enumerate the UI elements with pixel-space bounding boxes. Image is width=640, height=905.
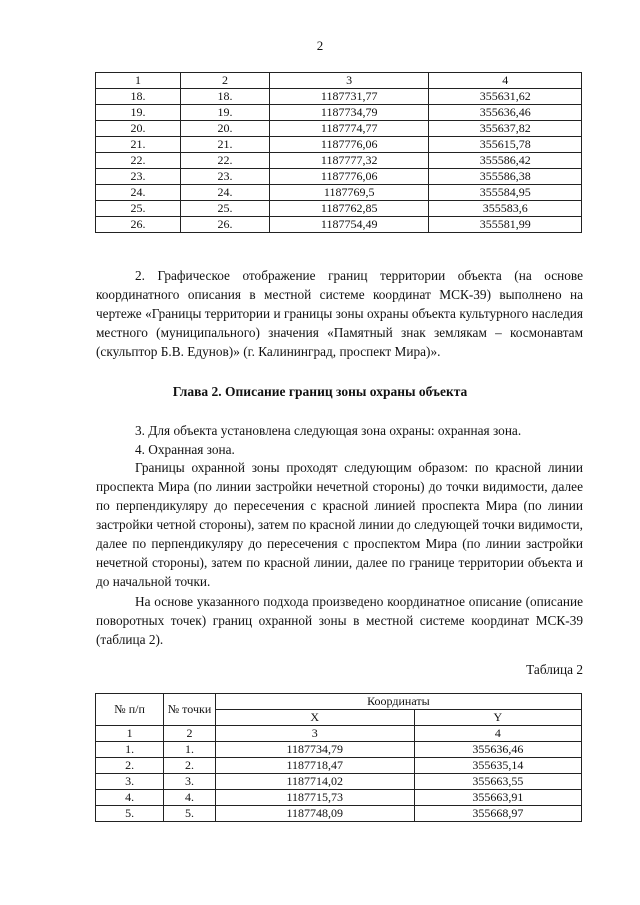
header-coordinates: Координаты — [215, 694, 581, 710]
table-cell: 1187776,06 — [269, 169, 429, 185]
coordinates-table-2 — [95, 693, 582, 822]
table-cell: 1187754,49 — [269, 217, 429, 233]
table-cell: 1187718,47 — [215, 758, 414, 774]
table-cell: 355631,62 — [429, 89, 582, 105]
table2-caption: Таблица 2 — [526, 662, 583, 677]
header-cell: 2 — [180, 73, 269, 89]
table-cell: 26. — [96, 217, 181, 233]
table-row — [96, 89, 582, 105]
table-cell: 355635,14 — [414, 758, 581, 774]
table-row — [96, 742, 582, 758]
table-cell: 22. — [180, 153, 269, 169]
table-cell: 23. — [96, 169, 181, 185]
index-cell: 1 — [96, 726, 164, 742]
table-cell: 1187748,09 — [215, 806, 414, 822]
table-cell: 355581,99 — [429, 217, 582, 233]
table-cell: 1187715,73 — [215, 790, 414, 806]
page-number: 2 — [316, 38, 324, 53]
table-row — [96, 217, 582, 233]
table-row — [96, 137, 582, 153]
header-point: № точки — [164, 694, 216, 726]
table-cell: 19. — [96, 105, 181, 121]
table-cell: 4. — [96, 790, 164, 806]
table-cell: 355637,82 — [429, 121, 582, 137]
paragraph-zone-established: 3. Для объекта установлена следующая зона охраны: охранная зона. — [135, 423, 522, 438]
table-row — [96, 185, 582, 201]
table-row — [96, 153, 582, 169]
paragraph-protection-zone: 4. Охранная зона. — [135, 442, 235, 457]
table-cell: 1187734,79 — [269, 105, 429, 121]
header-y: Y — [414, 710, 581, 726]
table-cell: 2. — [164, 758, 216, 774]
table-cell: 1. — [164, 742, 216, 758]
table-cell: 355636,46 — [414, 742, 581, 758]
table-cell: 21. — [180, 137, 269, 153]
table-cell: 355663,91 — [414, 790, 581, 806]
table-row — [96, 121, 582, 137]
table-cell: 1187774,77 — [269, 121, 429, 137]
paragraph-zone-boundaries: Границы охранной зоны проходят следующим образом: по красной линии проспекта Мира (по линии застройки нечетной стороны) до точки видимости, далее по перпендикуляру до пересечения с красной линией проспекта Мира (по линии застройки четной стороны), затем по красной линии до следующей точки видимости, далее по перпендикуляру до пересечения с проспектом Мира (по линии застройки нечетной стороны), затем по красной линии, далее по границе территории объекта и до начальной точки. — [96, 460, 583, 589]
table-index-row — [96, 726, 582, 742]
table-cell: 26. — [180, 217, 269, 233]
table-row — [96, 201, 582, 217]
index-cell: 3 — [215, 726, 414, 742]
table-cell: 1187776,06 — [269, 137, 429, 153]
table-cell: 1187762,85 — [269, 201, 429, 217]
table-row — [96, 774, 582, 790]
table-cell: 1187777,32 — [269, 153, 429, 169]
table-cell: 355586,42 — [429, 153, 582, 169]
table-cell: 19. — [180, 105, 269, 121]
table-row — [96, 806, 582, 822]
table-cell: 22. — [96, 153, 181, 169]
chapter-heading: Глава 2. Описание границ зоны охраны объекта — [172, 384, 468, 399]
table-cell: 3. — [164, 774, 216, 790]
table-cell: 355615,78 — [429, 137, 582, 153]
table-header-row — [96, 73, 582, 89]
coordinates-table-continued — [95, 72, 582, 233]
table-cell: 4. — [164, 790, 216, 806]
table-cell: 355668,97 — [414, 806, 581, 822]
table-cell: 1. — [96, 742, 164, 758]
table-cell: 355584,95 — [429, 185, 582, 201]
table-row — [96, 105, 582, 121]
table-cell: 18. — [96, 89, 181, 105]
table-cell: 1187734,79 — [215, 742, 414, 758]
table-cell: 1187731,77 — [269, 89, 429, 105]
table-cell: 2. — [96, 758, 164, 774]
table-cell: 355586,38 — [429, 169, 582, 185]
table-cell: 5. — [96, 806, 164, 822]
header-x: X — [215, 710, 414, 726]
table-cell: 355636,46 — [429, 105, 582, 121]
paragraph-graphic-display: 2. Графическое отображение границ территории объекта (на основе координатного описания в местной системе координат МСК-39) выполнено на чертеже «Границы территории и границы зоны охраны объекта культурного наследия местного (муниципального) значения «Памятный знак землякам – космонавтам (скульптор Б.В. Едунов)» (г. Калининград, проспект Мира)». — [96, 268, 583, 359]
table-cell: 355583,6 — [429, 201, 582, 217]
table-header-row — [96, 694, 582, 710]
table-row — [96, 758, 582, 774]
table-cell: 25. — [96, 201, 181, 217]
table-cell: 24. — [180, 185, 269, 201]
index-cell: 4 — [414, 726, 581, 742]
table-cell: 24. — [96, 185, 181, 201]
table-row — [96, 169, 582, 185]
table-cell: 1187769,5 — [269, 185, 429, 201]
table-cell: 1187714,02 — [215, 774, 414, 790]
table-cell: 20. — [180, 121, 269, 137]
table-cell: 21. — [96, 137, 181, 153]
table-cell: 5. — [164, 806, 216, 822]
table-cell: 3. — [96, 774, 164, 790]
table-cell: 20. — [96, 121, 181, 137]
header-cell: 3 — [269, 73, 429, 89]
table-cell: 18. — [180, 89, 269, 105]
paragraph-coordinate-description: На основе указанного подхода произведено координатное описание (описание поворотных точек) границ охранной зоны в местной системе координат МСК-39 (таблица 2). — [96, 594, 583, 647]
header-cell: 4 — [429, 73, 582, 89]
table-cell: 23. — [180, 169, 269, 185]
table-row — [96, 790, 582, 806]
index-cell: 2 — [164, 726, 216, 742]
header-cell: 1 — [96, 73, 181, 89]
header-num: № п/п — [96, 694, 164, 726]
table-cell: 355663,55 — [414, 774, 581, 790]
table-cell: 25. — [180, 201, 269, 217]
